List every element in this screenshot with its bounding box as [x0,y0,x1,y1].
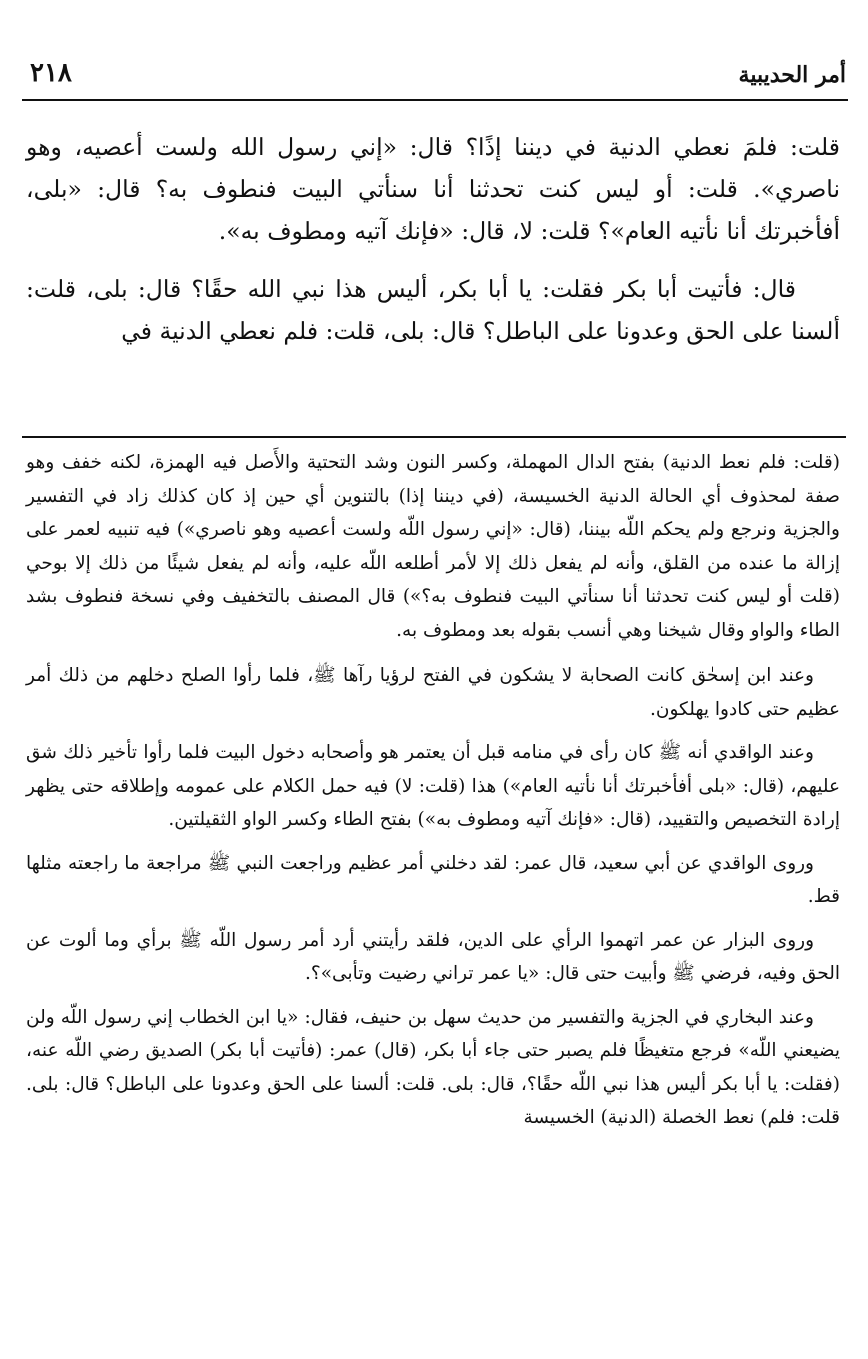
commentary-paragraph: وروى البزار عن عمر اتهموا الرأي على الدين، فلقد رأيتني أرد أمر رسول اللّه ﷺ برأي وما ألوت عن الحق وفيه، فرضي ﷺ وأبيت حتى قال: «يا عمر تراني رضيت وتأبى»؟. [26,929,840,984]
commentary-paragraph: (قلت: فلم نعط الدنية) بفتح الدال المهملة، وكسر النون وشد التحتية والأَصل فيه الهمزة، لكنه خفف وهو صفة لمحذوف أي الحالة الدنية الخسيسة، (في ديننا إذا) بالتنوين أي حين إذ كان كذلك زاد في التفسير والجزية ونرجع ولم يحكم اللّه بيننا، (قال: «إني رسول اللّه ولست أعصيه وهو ناصري») فيه تنبيه لعمر على إزالة ما عنده من القلق، وأنه لم يفعل ذلك إلا لأمر أطلعه اللّه عليه، وأنه لم يفعل شيئًا من ذلك إلا بوحي (قلت أو ليس كنت تحدثنا أنا سنأتي البيت فنطوف به؟») قال المصنف بالتخفيف وفي نسخة فنطوف بشد الطاء والواو وقال شيخنا وهي أنسب بقوله بعد ومطوف به. [26,452,840,641]
page-number: ٢١٨ [30,58,72,88]
commentary-paragraph: وعند ابن إسحٰق كانت الصحابة لا يشكون في الفتح لرؤيا رآها ﷺ، فلما رأوا الصلح دخلهم من ذلك أمر عظيم حتى كادوا يهلكون. [26,665,840,720]
running-title: أمر الحديبية [738,62,846,88]
commentary-paragraph: وعند البخاري في الجزية والتفسير من حديث سهل بن حنيف، فقال: «يا ابن الخطاب إني رسول اللّه ولن يضيعني اللّه» فرجع متغيظًا فلم يصبر حتى جاء أبا بكر، (قال) عمر: (فأتيت أبا بكر) الصديق رضي اللّه عنه، (فقلت: يا أبا بكر أليس هذا نبي اللّه حقًا؟، قال: بلى. قلت: ألسنا على الحق وعدونا على الباطل؟ قال: بلى. قلت: فلم) نعط الخصلة (الدنية) الخسيسة [26,1006,840,1128]
commentary-divider [22,436,846,438]
commentary-paragraph: وعند الواقدي أنه ﷺ كان رأى في منامه قبل أن يعتمر هو وأصحابه دخول البيت فلما رأوا تأخير ذلك شق عليهم، (قال: «بلى أفأخبرتك أنا نأتيه العام») هذا (قلت: لا) فيه حمل الكلام على عمومه وإطلاقه حتى يظهر إرادة التخصيص والتقييد، (قال: «فإنك آتيه ومطوف به») بفتح الطاء وكسر الواو الثقيلتين. [26,742,840,830]
commentary [26,446,840,1145]
main-paragraph: قال: فأتيت أبا بكر فقلت: يا أبا بكر، أليس هذا نبي الله حقًا؟ قال: بلى، قلت: ألسنا على الحق وعدونا على الباطل؟ قال: بلى، قلت: فلم نعطي الدنية في [26,275,840,345]
header-divider [22,99,848,101]
main-paragraph: قلت: فلمَ نعطي الدنية في ديننا إذًا؟ قال: «إني رسول الله ولست أعصيه، وهو ناصري». قلت: أو ليس كنت تحدثنا أنا سنأتي البيت فنطوف به؟ قال: «بلى، أفأخبرتك أنا نأتيه العام»؟ قلت: لا، قال: «فإنك آتيه ومطوف به». [26,133,840,245]
main-text [26,126,840,368]
commentary-paragraph: وروى الواقدي عن أبي سعيد، قال عمر: لقد دخلني أمر عظيم وراجعت النبي ﷺ مراجعة ما راجعته مثلها قط. [26,852,840,907]
page-header [20,58,848,98]
